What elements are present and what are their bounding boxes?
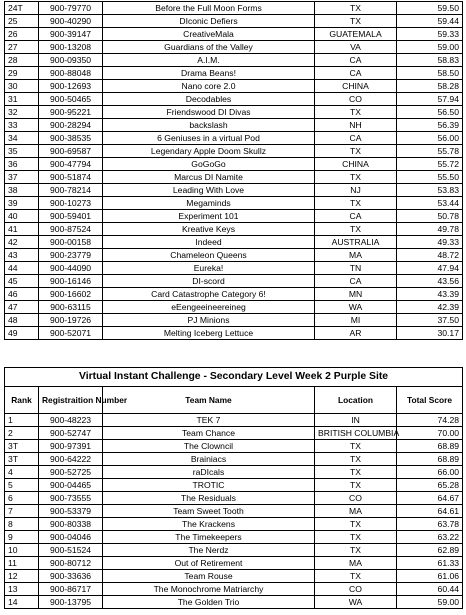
location-cell: TX bbox=[315, 518, 397, 531]
team-name-cell: Indeed bbox=[103, 236, 315, 249]
location-cell: WA bbox=[315, 596, 397, 609]
rank-cell: 44 bbox=[5, 262, 39, 275]
rank-cell: 3T bbox=[5, 453, 39, 466]
rank-cell: 36 bbox=[5, 158, 39, 171]
table-row bbox=[5, 184, 463, 197]
table-row bbox=[5, 518, 463, 531]
header-team-name: Team Name bbox=[103, 387, 315, 414]
rank-cell: 28 bbox=[5, 54, 39, 67]
location-cell: CHINA bbox=[315, 80, 397, 93]
team-name-cell: Melting Iceberg Lettuce bbox=[103, 327, 315, 340]
registration-number-cell: 900-00158 bbox=[39, 236, 103, 249]
rank-cell: 13 bbox=[5, 583, 39, 596]
rank-cell: 45 bbox=[5, 275, 39, 288]
location-cell: AR bbox=[315, 327, 397, 340]
table-row bbox=[5, 223, 463, 236]
location-cell: TX bbox=[315, 223, 397, 236]
registration-number-cell: 900-80338 bbox=[39, 518, 103, 531]
rank-cell: 25 bbox=[5, 15, 39, 28]
rank-cell: 34 bbox=[5, 132, 39, 145]
location-cell: TX bbox=[315, 453, 397, 466]
table-row bbox=[5, 249, 463, 262]
total-score-cell: 56.39 bbox=[397, 119, 463, 132]
location-cell: CA bbox=[315, 275, 397, 288]
header-rank: Rank bbox=[5, 387, 39, 414]
total-score-cell: 63.78 bbox=[397, 518, 463, 531]
registration-number-cell: 900-88048 bbox=[39, 67, 103, 80]
total-score-cell: 58.83 bbox=[397, 54, 463, 67]
table-row bbox=[5, 440, 463, 453]
location-cell: TX bbox=[315, 15, 397, 28]
table-row bbox=[5, 80, 463, 93]
table-row bbox=[5, 2, 463, 15]
table-row bbox=[5, 492, 463, 505]
location-cell: CA bbox=[315, 132, 397, 145]
registration-number-cell: 900-95221 bbox=[39, 106, 103, 119]
team-name-cell: Before the Full Moon Forms bbox=[103, 2, 315, 15]
rank-cell: 4 bbox=[5, 466, 39, 479]
rank-cell: 6 bbox=[5, 492, 39, 505]
rank-cell: 5 bbox=[5, 479, 39, 492]
table-row bbox=[5, 466, 463, 479]
location-cell: CHINA bbox=[315, 158, 397, 171]
team-name-cell: Guardians of the Valley bbox=[103, 41, 315, 54]
team-name-cell: Friendswood DI Divas bbox=[103, 106, 315, 119]
team-name-cell: The Timekeepers bbox=[103, 531, 315, 544]
registration-number-cell: 900-48223 bbox=[39, 414, 103, 427]
rank-cell: 11 bbox=[5, 557, 39, 570]
total-score-cell: 47.94 bbox=[397, 262, 463, 275]
table-row bbox=[5, 327, 463, 340]
location-cell: TX bbox=[315, 197, 397, 210]
team-name-cell: backslash bbox=[103, 119, 315, 132]
registration-number-cell: 900-69587 bbox=[39, 145, 103, 158]
team-name-cell: Team Sweet Tooth bbox=[103, 505, 315, 518]
team-name-cell: Leading With Love bbox=[103, 184, 315, 197]
total-score-cell: 63.22 bbox=[397, 531, 463, 544]
location-cell: VA bbox=[315, 41, 397, 54]
team-name-cell: PJ Minions bbox=[103, 314, 315, 327]
table-row bbox=[5, 236, 463, 249]
rank-cell: 29 bbox=[5, 67, 39, 80]
registration-number-cell: 900-51874 bbox=[39, 171, 103, 184]
rank-cell: 42 bbox=[5, 236, 39, 249]
rank-cell: 43 bbox=[5, 249, 39, 262]
table-row bbox=[5, 93, 463, 106]
table-row bbox=[5, 210, 463, 223]
table-row bbox=[5, 197, 463, 210]
table-row bbox=[5, 570, 463, 583]
team-name-cell: Nano core 2.0 bbox=[103, 80, 315, 93]
location-cell: BRITISH COLUMBIA bbox=[315, 427, 397, 440]
total-score-cell: 61.06 bbox=[397, 570, 463, 583]
total-score-cell: 56.50 bbox=[397, 106, 463, 119]
results-table-body bbox=[5, 2, 463, 340]
rank-cell: 37 bbox=[5, 171, 39, 184]
location-cell: CA bbox=[315, 54, 397, 67]
total-score-cell: 30.17 bbox=[397, 327, 463, 340]
total-score-cell: 56.00 bbox=[397, 132, 463, 145]
total-score-cell: 49.78 bbox=[397, 223, 463, 236]
total-score-cell: 58.50 bbox=[397, 67, 463, 80]
registration-number-cell: 900-39147 bbox=[39, 28, 103, 41]
rank-cell: 12 bbox=[5, 570, 39, 583]
rank-cell: 14 bbox=[5, 596, 39, 609]
table-row bbox=[5, 119, 463, 132]
total-score-cell: 57.94 bbox=[397, 93, 463, 106]
location-cell: TX bbox=[315, 106, 397, 119]
table-row bbox=[5, 505, 463, 518]
rank-cell: 33 bbox=[5, 119, 39, 132]
location-cell: TX bbox=[315, 145, 397, 158]
week2-purple-results bbox=[4, 367, 462, 609]
rank-cell: 35 bbox=[5, 145, 39, 158]
location-cell: CO bbox=[315, 583, 397, 596]
total-score-cell: 58.28 bbox=[397, 80, 463, 93]
table-row bbox=[5, 544, 463, 557]
registration-number-cell: 900-97391 bbox=[39, 440, 103, 453]
registration-number-cell: 900-80712 bbox=[39, 557, 103, 570]
location-cell: AUSTRALIA bbox=[315, 236, 397, 249]
registration-number-cell: 900-04465 bbox=[39, 479, 103, 492]
team-name-cell: The Golden Trio bbox=[103, 596, 315, 609]
location-cell: IN bbox=[315, 414, 397, 427]
rank-cell: 2 bbox=[5, 427, 39, 440]
header-total-score: Total Score bbox=[397, 387, 463, 414]
total-score-cell: 70.00 bbox=[397, 427, 463, 440]
rank-cell: 32 bbox=[5, 106, 39, 119]
team-name-cell: Decodables bbox=[103, 93, 315, 106]
registration-number-cell: 900-86717 bbox=[39, 583, 103, 596]
week2-purple-table-body bbox=[5, 414, 463, 609]
total-score-cell: 59.50 bbox=[397, 2, 463, 15]
table-row bbox=[5, 171, 463, 184]
location-cell: TX bbox=[315, 440, 397, 453]
registration-number-cell: 900-23779 bbox=[39, 249, 103, 262]
registration-number-cell: 900-63115 bbox=[39, 301, 103, 314]
team-name-cell: CreativeMala bbox=[103, 28, 315, 41]
table-header-row bbox=[5, 387, 463, 414]
table-row bbox=[5, 288, 463, 301]
registration-number-cell: 900-16602 bbox=[39, 288, 103, 301]
table-row bbox=[5, 427, 463, 440]
total-score-cell: 55.50 bbox=[397, 171, 463, 184]
team-name-cell: 6 Geniuses in a virtual Pod bbox=[103, 132, 315, 145]
table-row bbox=[5, 67, 463, 80]
registration-number-cell: 900-52747 bbox=[39, 427, 103, 440]
table-row bbox=[5, 314, 463, 327]
table-row bbox=[5, 414, 463, 427]
table-row bbox=[5, 479, 463, 492]
total-score-cell: 48.72 bbox=[397, 249, 463, 262]
rank-cell: 10 bbox=[5, 544, 39, 557]
total-score-cell: 74.28 bbox=[397, 414, 463, 427]
rank-cell: 24T bbox=[5, 2, 39, 15]
location-cell: MA bbox=[315, 505, 397, 518]
team-name-cell: The Residuals bbox=[103, 492, 315, 505]
registration-number-cell: 900-53379 bbox=[39, 505, 103, 518]
location-cell: CA bbox=[315, 210, 397, 223]
table-row bbox=[5, 453, 463, 466]
rank-cell: 49 bbox=[5, 327, 39, 340]
team-name-cell: Legendary Apple Doom Skullz bbox=[103, 145, 315, 158]
rank-cell: 41 bbox=[5, 223, 39, 236]
rank-cell: 27 bbox=[5, 41, 39, 54]
rank-cell: 48 bbox=[5, 314, 39, 327]
location-cell: TX bbox=[315, 570, 397, 583]
registration-number-cell: 900-78214 bbox=[39, 184, 103, 197]
location-cell: TX bbox=[315, 479, 397, 492]
location-cell: TX bbox=[315, 544, 397, 557]
team-name-cell: Marcus DI Namite bbox=[103, 171, 315, 184]
total-score-cell: 55.78 bbox=[397, 145, 463, 158]
registration-number-cell: 900-50465 bbox=[39, 93, 103, 106]
team-name-cell: The Krackens bbox=[103, 518, 315, 531]
location-cell: CO bbox=[315, 93, 397, 106]
location-cell: TX bbox=[315, 2, 397, 15]
total-score-cell: 61.33 bbox=[397, 557, 463, 570]
total-score-cell: 62.89 bbox=[397, 544, 463, 557]
table-row bbox=[5, 531, 463, 544]
table-row bbox=[5, 557, 463, 570]
total-score-cell: 59.00 bbox=[397, 41, 463, 54]
total-score-cell: 55.72 bbox=[397, 158, 463, 171]
registration-number-cell: 900-51524 bbox=[39, 544, 103, 557]
registration-number-cell: 900-52725 bbox=[39, 466, 103, 479]
location-cell: GUATEMALA bbox=[315, 28, 397, 41]
total-score-cell: 43.56 bbox=[397, 275, 463, 288]
total-score-cell: 59.33 bbox=[397, 28, 463, 41]
team-name-cell: The Nerdz bbox=[103, 544, 315, 557]
table-row bbox=[5, 583, 463, 596]
location-cell: TN bbox=[315, 262, 397, 275]
location-cell: MI bbox=[315, 314, 397, 327]
rank-cell: 8 bbox=[5, 518, 39, 531]
location-cell: WA bbox=[315, 301, 397, 314]
rank-cell: 47 bbox=[5, 301, 39, 314]
registration-number-cell: 900-10273 bbox=[39, 197, 103, 210]
registration-number-cell: 900-40290 bbox=[39, 15, 103, 28]
team-name-cell: Team Rouse bbox=[103, 570, 315, 583]
rank-cell: 39 bbox=[5, 197, 39, 210]
location-cell: MA bbox=[315, 249, 397, 262]
team-name-cell: Eureka! bbox=[103, 262, 315, 275]
registration-number-cell: 900-16146 bbox=[39, 275, 103, 288]
team-name-cell: Chameleon Queens bbox=[103, 249, 315, 262]
registration-number-cell: 900-59401 bbox=[39, 210, 103, 223]
team-name-cell: TROTIC bbox=[103, 479, 315, 492]
team-name-cell: The Monochrome Matriarchy bbox=[103, 583, 315, 596]
registration-number-cell: 900-33636 bbox=[39, 570, 103, 583]
total-score-cell: 49.33 bbox=[397, 236, 463, 249]
team-name-cell: DIconic Defiers bbox=[103, 15, 315, 28]
rank-cell: 38 bbox=[5, 184, 39, 197]
total-score-cell: 65.28 bbox=[397, 479, 463, 492]
registration-number-cell: 900-64222 bbox=[39, 453, 103, 466]
header-registration-number: Registraition Number bbox=[39, 387, 103, 414]
location-cell: NH bbox=[315, 119, 397, 132]
team-name-cell: Kreative Keys bbox=[103, 223, 315, 236]
team-name-cell: Megaminds bbox=[103, 197, 315, 210]
table-row bbox=[5, 301, 463, 314]
total-score-cell: 64.61 bbox=[397, 505, 463, 518]
table-row bbox=[5, 132, 463, 145]
team-name-cell: raDIcals bbox=[103, 466, 315, 479]
total-score-cell: 66.00 bbox=[397, 466, 463, 479]
registration-number-cell: 900-44090 bbox=[39, 262, 103, 275]
total-score-cell: 60.44 bbox=[397, 583, 463, 596]
table-row bbox=[5, 145, 463, 158]
location-cell: NJ bbox=[315, 184, 397, 197]
team-name-cell: Brainiacs bbox=[103, 453, 315, 466]
table-row bbox=[5, 41, 463, 54]
location-cell: TX bbox=[315, 531, 397, 544]
team-name-cell: GoGoGo bbox=[103, 158, 315, 171]
team-name-cell: Team Chance bbox=[103, 427, 315, 440]
total-score-cell: 64.67 bbox=[397, 492, 463, 505]
table-title: Virtual Instant Challenge - Secondary Level Week 2 Purple Site bbox=[5, 368, 463, 387]
registration-number-cell: 900-04046 bbox=[39, 531, 103, 544]
team-name-cell: TEK 7 bbox=[103, 414, 315, 427]
team-name-cell: DI-scord bbox=[103, 275, 315, 288]
total-score-cell: 68.89 bbox=[397, 440, 463, 453]
team-name-cell: A.I.M. bbox=[103, 54, 315, 67]
rank-cell: 9 bbox=[5, 531, 39, 544]
registration-number-cell: 900-73555 bbox=[39, 492, 103, 505]
rank-cell: 3T bbox=[5, 440, 39, 453]
team-name-cell: Experiment 101 bbox=[103, 210, 315, 223]
total-score-cell: 42.39 bbox=[397, 301, 463, 314]
total-score-cell: 68.89 bbox=[397, 453, 463, 466]
table-row bbox=[5, 54, 463, 67]
total-score-cell: 59.44 bbox=[397, 15, 463, 28]
rank-cell: 40 bbox=[5, 210, 39, 223]
team-name-cell: The Clowncil bbox=[103, 440, 315, 453]
location-cell: TX bbox=[315, 466, 397, 479]
rank-cell: 31 bbox=[5, 93, 39, 106]
registration-number-cell: 900-12693 bbox=[39, 80, 103, 93]
registration-number-cell: 900-28294 bbox=[39, 119, 103, 132]
location-cell: MA bbox=[315, 557, 397, 570]
registration-number-cell: 900-87524 bbox=[39, 223, 103, 236]
rank-cell: 7 bbox=[5, 505, 39, 518]
location-cell: CA bbox=[315, 67, 397, 80]
registration-number-cell: 900-79770 bbox=[39, 2, 103, 15]
table-row bbox=[5, 158, 463, 171]
results-table-continued bbox=[4, 1, 463, 340]
rank-cell: 46 bbox=[5, 288, 39, 301]
table-row bbox=[5, 596, 463, 609]
location-cell: MN bbox=[315, 288, 397, 301]
header-location: Location bbox=[315, 387, 397, 414]
team-name-cell: Drama Beans! bbox=[103, 67, 315, 80]
registration-number-cell: 900-09350 bbox=[39, 54, 103, 67]
total-score-cell: 53.44 bbox=[397, 197, 463, 210]
total-score-cell: 37.50 bbox=[397, 314, 463, 327]
rank-cell: 30 bbox=[5, 80, 39, 93]
total-score-cell: 43.39 bbox=[397, 288, 463, 301]
table-row bbox=[5, 275, 463, 288]
registration-number-cell: 900-19726 bbox=[39, 314, 103, 327]
week2-purple-table bbox=[4, 367, 463, 609]
rank-cell: 1 bbox=[5, 414, 39, 427]
table-row bbox=[5, 15, 463, 28]
team-name-cell: eEengeeineereineg bbox=[103, 301, 315, 314]
location-cell: TX bbox=[315, 171, 397, 184]
team-name-cell: Card Catastrophe Category 6! bbox=[103, 288, 315, 301]
team-name-cell: Out of Retirement bbox=[103, 557, 315, 570]
registration-number-cell: 900-13795 bbox=[39, 596, 103, 609]
registration-number-cell: 900-52071 bbox=[39, 327, 103, 340]
registration-number-cell: 900-13208 bbox=[39, 41, 103, 54]
total-score-cell: 53.83 bbox=[397, 184, 463, 197]
registration-number-cell: 900-47794 bbox=[39, 158, 103, 171]
location-cell: CO bbox=[315, 492, 397, 505]
rank-cell: 26 bbox=[5, 28, 39, 41]
table-row bbox=[5, 106, 463, 119]
registration-number-cell: 900-38535 bbox=[39, 132, 103, 145]
table-row bbox=[5, 28, 463, 41]
table-row bbox=[5, 262, 463, 275]
total-score-cell: 50.78 bbox=[397, 210, 463, 223]
total-score-cell: 59.00 bbox=[397, 596, 463, 609]
